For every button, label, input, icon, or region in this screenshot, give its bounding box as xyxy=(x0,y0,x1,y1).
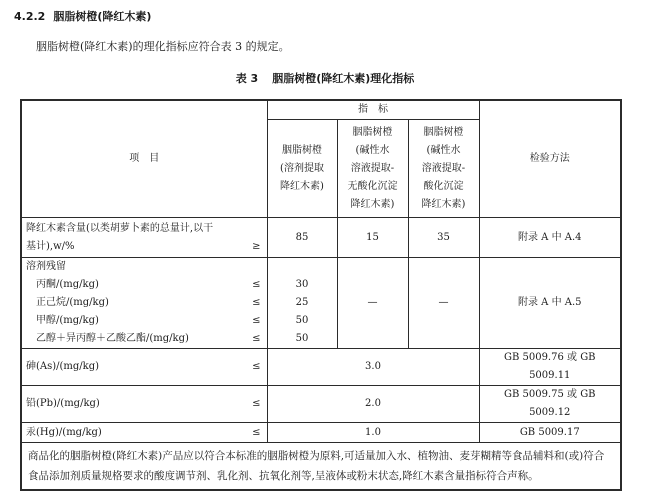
row-pb-value: 2.0 xyxy=(267,386,479,423)
row-hg-method: GB 5009.17 xyxy=(479,423,621,443)
table-number: 表 3 xyxy=(235,72,259,85)
row-solvent-v3: — xyxy=(408,258,479,349)
spec-table xyxy=(20,99,622,491)
header-col2: 胭脂树橙 (碱性水 溶液提取- 无酸化沉淀 降红木素) xyxy=(337,120,408,218)
table-row xyxy=(21,386,621,423)
section-number: 4.2.2 xyxy=(14,10,46,23)
row-norbixin-method: 附录 A 中 A.4 xyxy=(479,218,621,258)
row-as-value: 3.0 xyxy=(267,349,479,386)
row-pb-method: GB 5009.75 或 GB 5009.12 xyxy=(479,386,621,423)
row-norbixin-v2: 15 xyxy=(337,218,408,258)
row-norbixin-v3: 35 xyxy=(408,218,479,258)
row-solvent-method: 附录 A 中 A.5 xyxy=(479,258,621,349)
header-col3: 胭脂树橙 (碱性水 溶液提取- 酸化沉淀 降红木素) xyxy=(408,120,479,218)
table-title: 胭脂树橙(降红木素)理化指标 xyxy=(272,72,415,85)
header-item: 项 目 xyxy=(21,100,267,218)
row-norbixin-v1: 85 xyxy=(267,218,337,258)
header-col1: 胭脂树橙 (溶剂提取 降红木素) xyxy=(267,120,337,218)
row-as-item: 砷(As)/(mg/kg) ≤ xyxy=(21,349,267,386)
body-paragraph: 胭脂树橙(降红木素)的理化指标应符合表 3 的规定。 xyxy=(36,40,290,53)
row-solvent-v1: 30 25 50 50 xyxy=(267,258,337,349)
row-as-method: GB 5009.76 或 GB 5009.11 xyxy=(479,349,621,386)
table-row xyxy=(21,258,621,349)
table-row xyxy=(21,443,621,491)
row-pb-item: 铅(Pb)/(mg/kg) ≤ xyxy=(21,386,267,423)
row-solvent-v2: — xyxy=(337,258,408,349)
row-hg-value: 1.0 xyxy=(267,423,479,443)
row-hg-item: 汞(Hg)/(mg/kg) ≤ xyxy=(21,423,267,443)
table-caption xyxy=(0,70,650,86)
table-row xyxy=(21,349,621,386)
row-solvent-item: 溶剂残留 丙酮/(mg/kg) ≤ 正己烷/(mg/kg) ≤ 甲醇/(mg/kg) ≤ 乙醇＋异丙醇＋乙酸乙酯/(mg/kg) ≤ xyxy=(21,258,267,349)
header-method: 检验方法 xyxy=(479,100,621,218)
table-row xyxy=(21,423,621,443)
header-index-group: 指 标 xyxy=(267,100,479,120)
section-heading xyxy=(14,8,151,24)
table-row xyxy=(21,218,621,258)
table-note: 商品化的胭脂树橙(降红木素)产品应以符合本标准的胭脂树橙为原料,可适量加入水、植物油、麦芽糊精等食品辅料和(或)符合食品添加剂质量规格要求的酸度调节剂、乳化剂、抗氧化剂等,呈液体或粉末状态,降红木素含量指标符合声称。 xyxy=(21,443,621,491)
row-norbixin-item: 降红木素含量(以类胡萝卜素的总量计,以干 基计),w/% ≥ xyxy=(21,218,267,258)
section-title: 胭脂树橙(降红木素) xyxy=(53,10,152,23)
